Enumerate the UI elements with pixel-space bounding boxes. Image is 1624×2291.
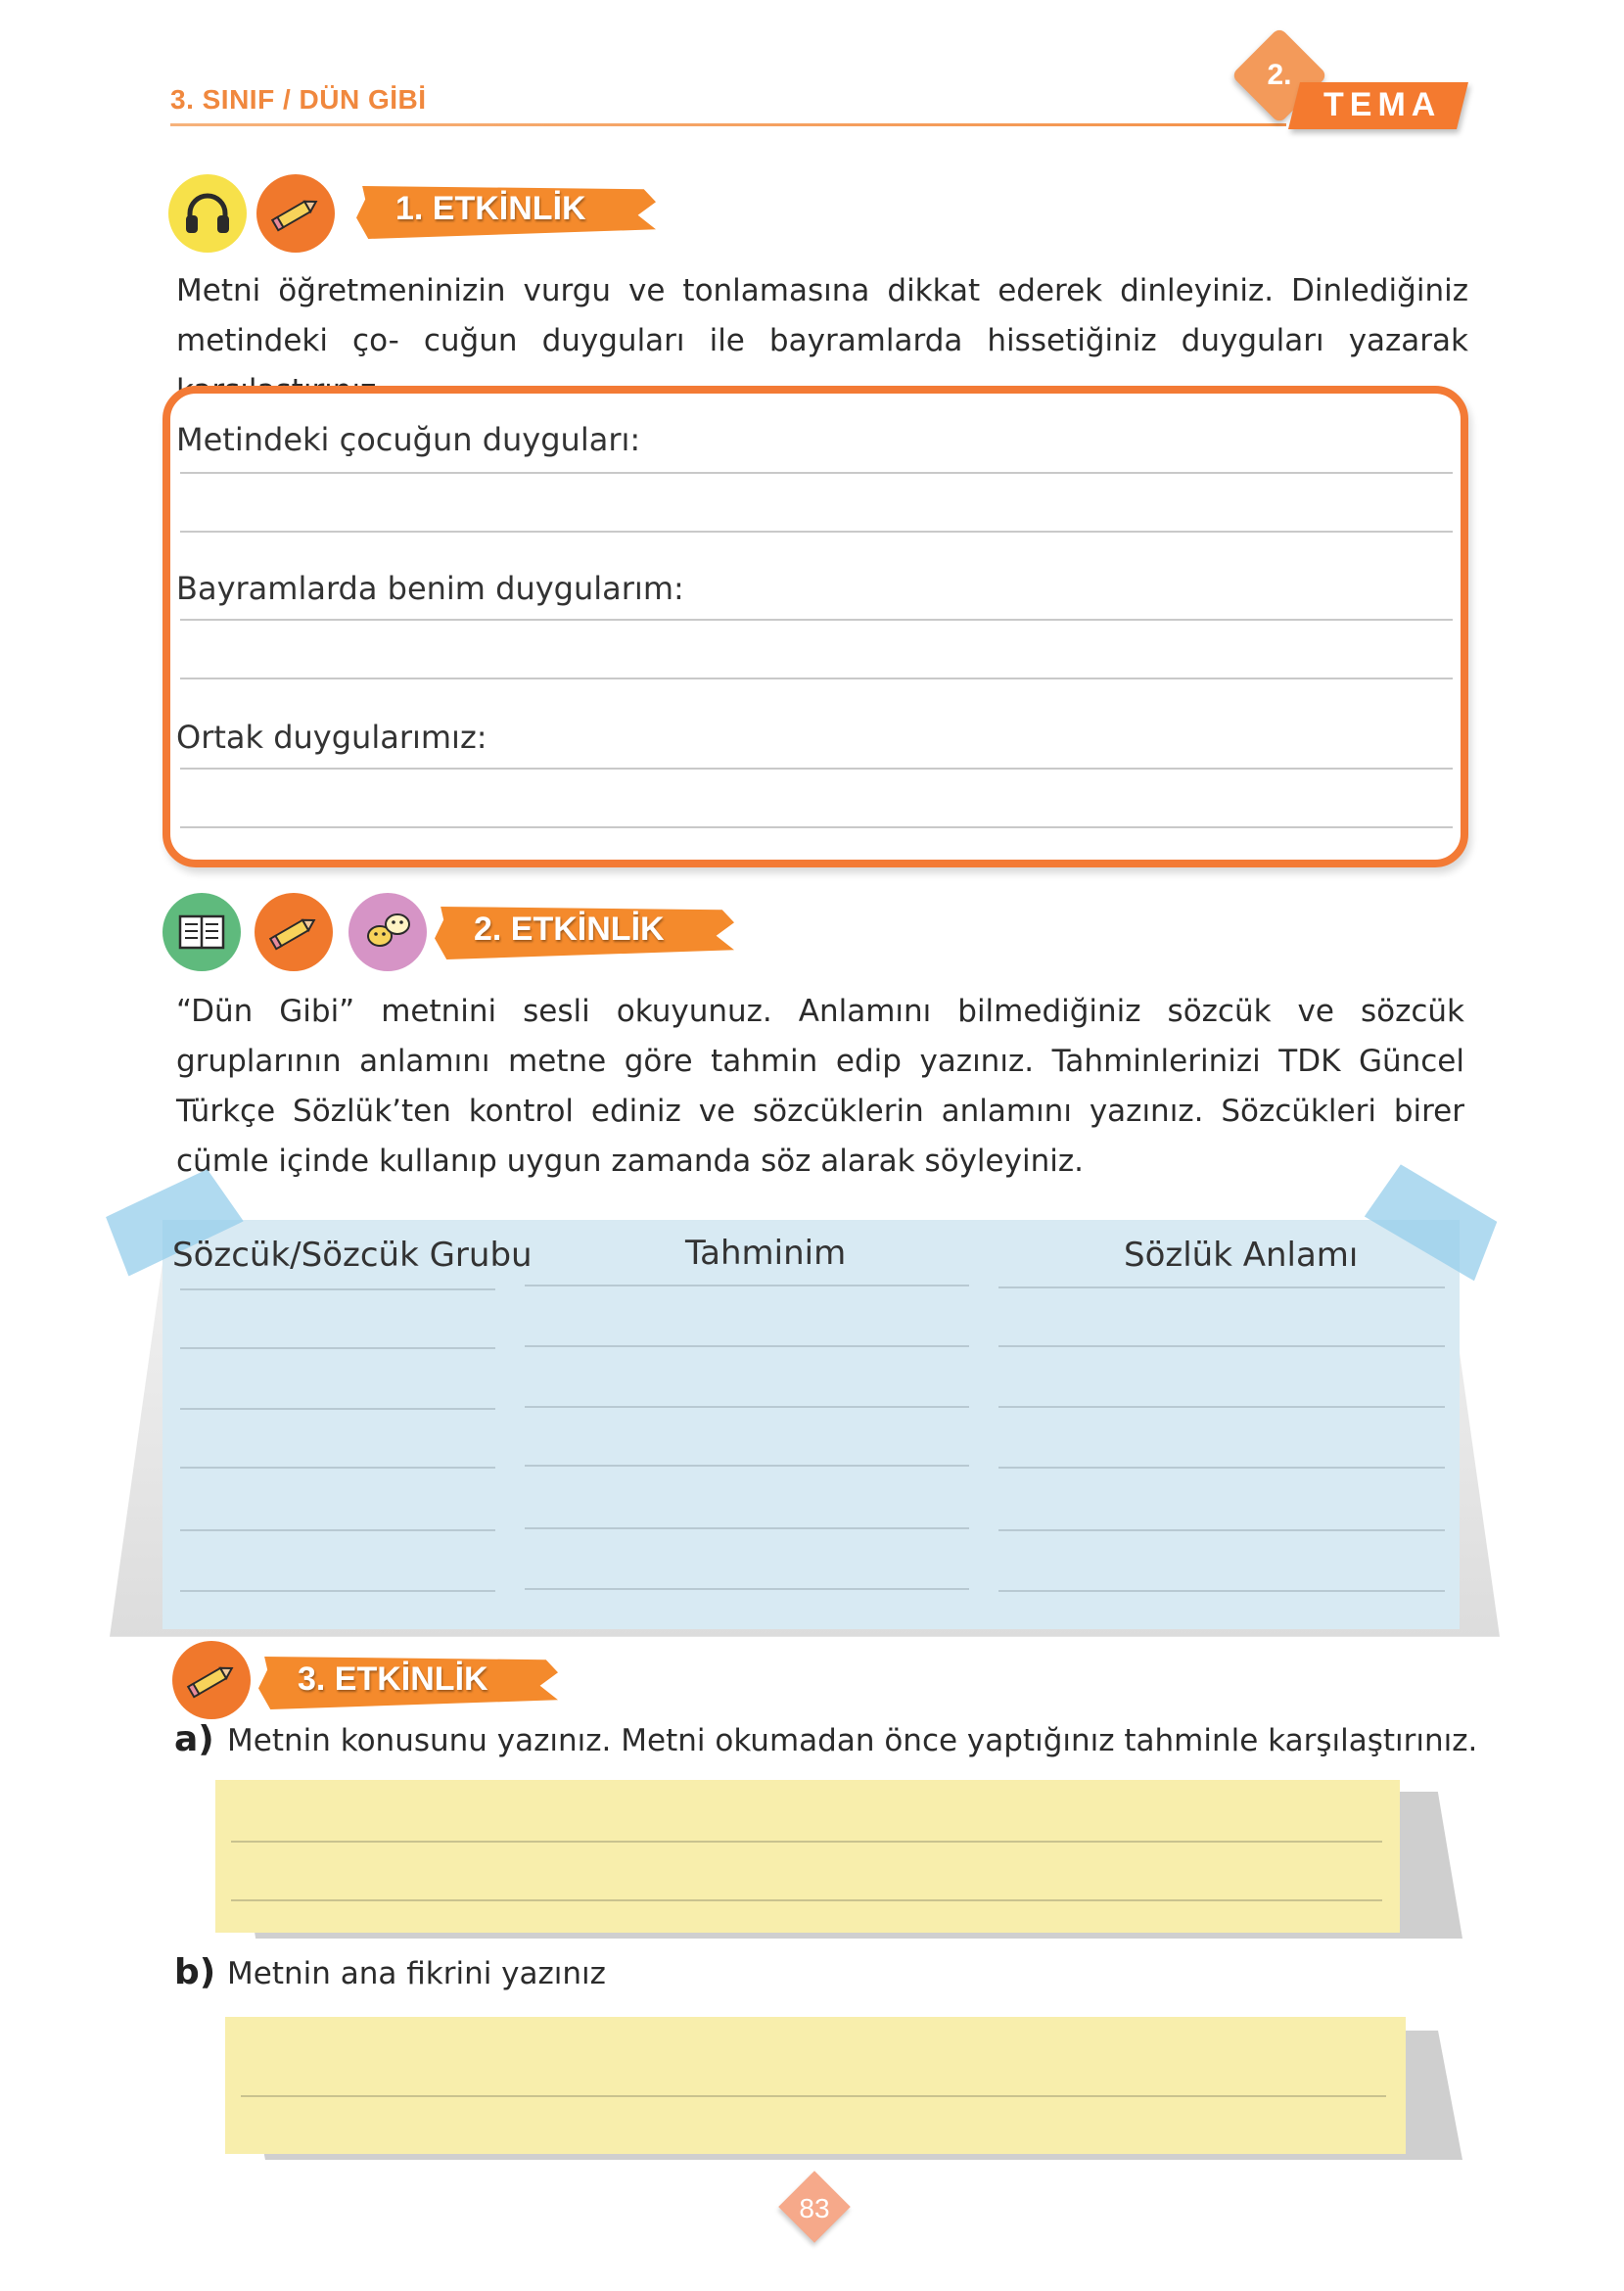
column-header-dictionary: Sözlük Anlamı	[1124, 1236, 1359, 1275]
write-line[interactable]	[525, 1345, 969, 1347]
book-icon	[162, 893, 241, 971]
write-line[interactable]	[998, 1467, 1445, 1469]
write-line[interactable]	[998, 1529, 1445, 1531]
activity1-title: 1. ETKİNLİK	[395, 190, 586, 227]
write-line[interactable]	[180, 678, 1453, 679]
write-line[interactable]	[180, 1408, 495, 1410]
column-header-guess: Tahminim	[685, 1234, 847, 1273]
column-header-word: Sözcük/Sözcük Grubu	[172, 1236, 533, 1275]
field-label-my-feelings: Bayramlarda benim duygularım:	[176, 570, 684, 607]
answer-note-b[interactable]	[225, 2017, 1406, 2154]
write-line[interactable]	[180, 619, 1453, 621]
write-line[interactable]	[180, 826, 1453, 828]
write-line[interactable]	[525, 1285, 969, 1286]
write-line[interactable]	[180, 768, 1453, 770]
theme-number: 2.	[1267, 59, 1292, 91]
write-line[interactable]	[180, 531, 1453, 533]
field-label-child-feelings: Metindeki çocuğun duyguları:	[176, 421, 641, 458]
speech-bubbles-icon	[348, 893, 427, 971]
write-line[interactable]	[180, 1347, 495, 1349]
write-line[interactable]	[180, 1288, 495, 1290]
activity2-title-banner	[435, 903, 734, 959]
write-line[interactable]	[241, 2095, 1386, 2097]
pencil-icon	[256, 174, 335, 253]
page-number: 83	[799, 2193, 830, 2223]
question-a-text: Metnin konusunu yazınız. Metni okumadan önce yaptığınız tahminle karşılaştırınız.	[227, 1723, 1478, 1758]
headphones-icon	[168, 174, 247, 253]
question-b-text: Metnin ana fikrini yazınız	[227, 1956, 606, 1991]
activity2-instruction: “Dün Gibi” metnini sesli okuyunuz. Anlamını bilmediğiniz sözcük ve sözcük gruplarının anlamını metne göre tahmin edip yazınız. Tahminlerinizi TDK Güncel Türkçe Sözlük’ten kontrol ediniz ve sözcüklerin anlamını yazınız. Sözcükleri birer cümle içinde kullanıp uygun zamanda söz alarak söyleyiniz.	[176, 994, 1464, 1179]
pencil-icon	[255, 893, 333, 971]
write-line[interactable]	[998, 1406, 1445, 1408]
vocabulary-sheet	[162, 1220, 1460, 1629]
write-line[interactable]	[998, 1590, 1445, 1592]
header-title: 3. SINIF / DÜN GİBİ	[170, 84, 427, 115]
write-line[interactable]	[525, 1588, 969, 1590]
write-line[interactable]	[180, 1467, 495, 1469]
write-line[interactable]	[525, 1465, 969, 1467]
question-b-label: b)	[174, 1952, 216, 1992]
activity2-title: 2. ETKİNLİK	[474, 911, 665, 948]
write-line[interactable]	[998, 1345, 1445, 1347]
write-line[interactable]	[231, 1841, 1382, 1843]
field-label-common-feelings: Ortak duygularımız:	[176, 719, 487, 756]
answer-note-a[interactable]	[215, 1780, 1400, 1933]
write-line[interactable]	[525, 1406, 969, 1408]
write-line[interactable]	[998, 1286, 1445, 1288]
write-line[interactable]	[180, 472, 1453, 474]
write-line[interactable]	[180, 1590, 495, 1592]
theme-label: TEMA	[1323, 86, 1442, 123]
activity3-title: 3. ETKİNLİK	[298, 1660, 488, 1698]
write-line[interactable]	[231, 1899, 1382, 1901]
activity1-instruction: Metni öğretmeninizin vurgu ve tonlamasına dikkat ederek dinleyiniz. Dinlediğiniz metindeki ço- cuğun duyguları ile bayramlarda hissetiğiniz duyguları yazarak	[176, 273, 1468, 358]
question-a-label: a)	[174, 1719, 214, 1759]
activity3-title-banner	[258, 1653, 558, 1709]
write-line[interactable]	[180, 1529, 495, 1531]
write-line[interactable]	[525, 1527, 969, 1529]
activity1-title-banner	[356, 182, 656, 239]
header-rule	[170, 123, 1286, 126]
pencil-icon	[172, 1641, 251, 1719]
